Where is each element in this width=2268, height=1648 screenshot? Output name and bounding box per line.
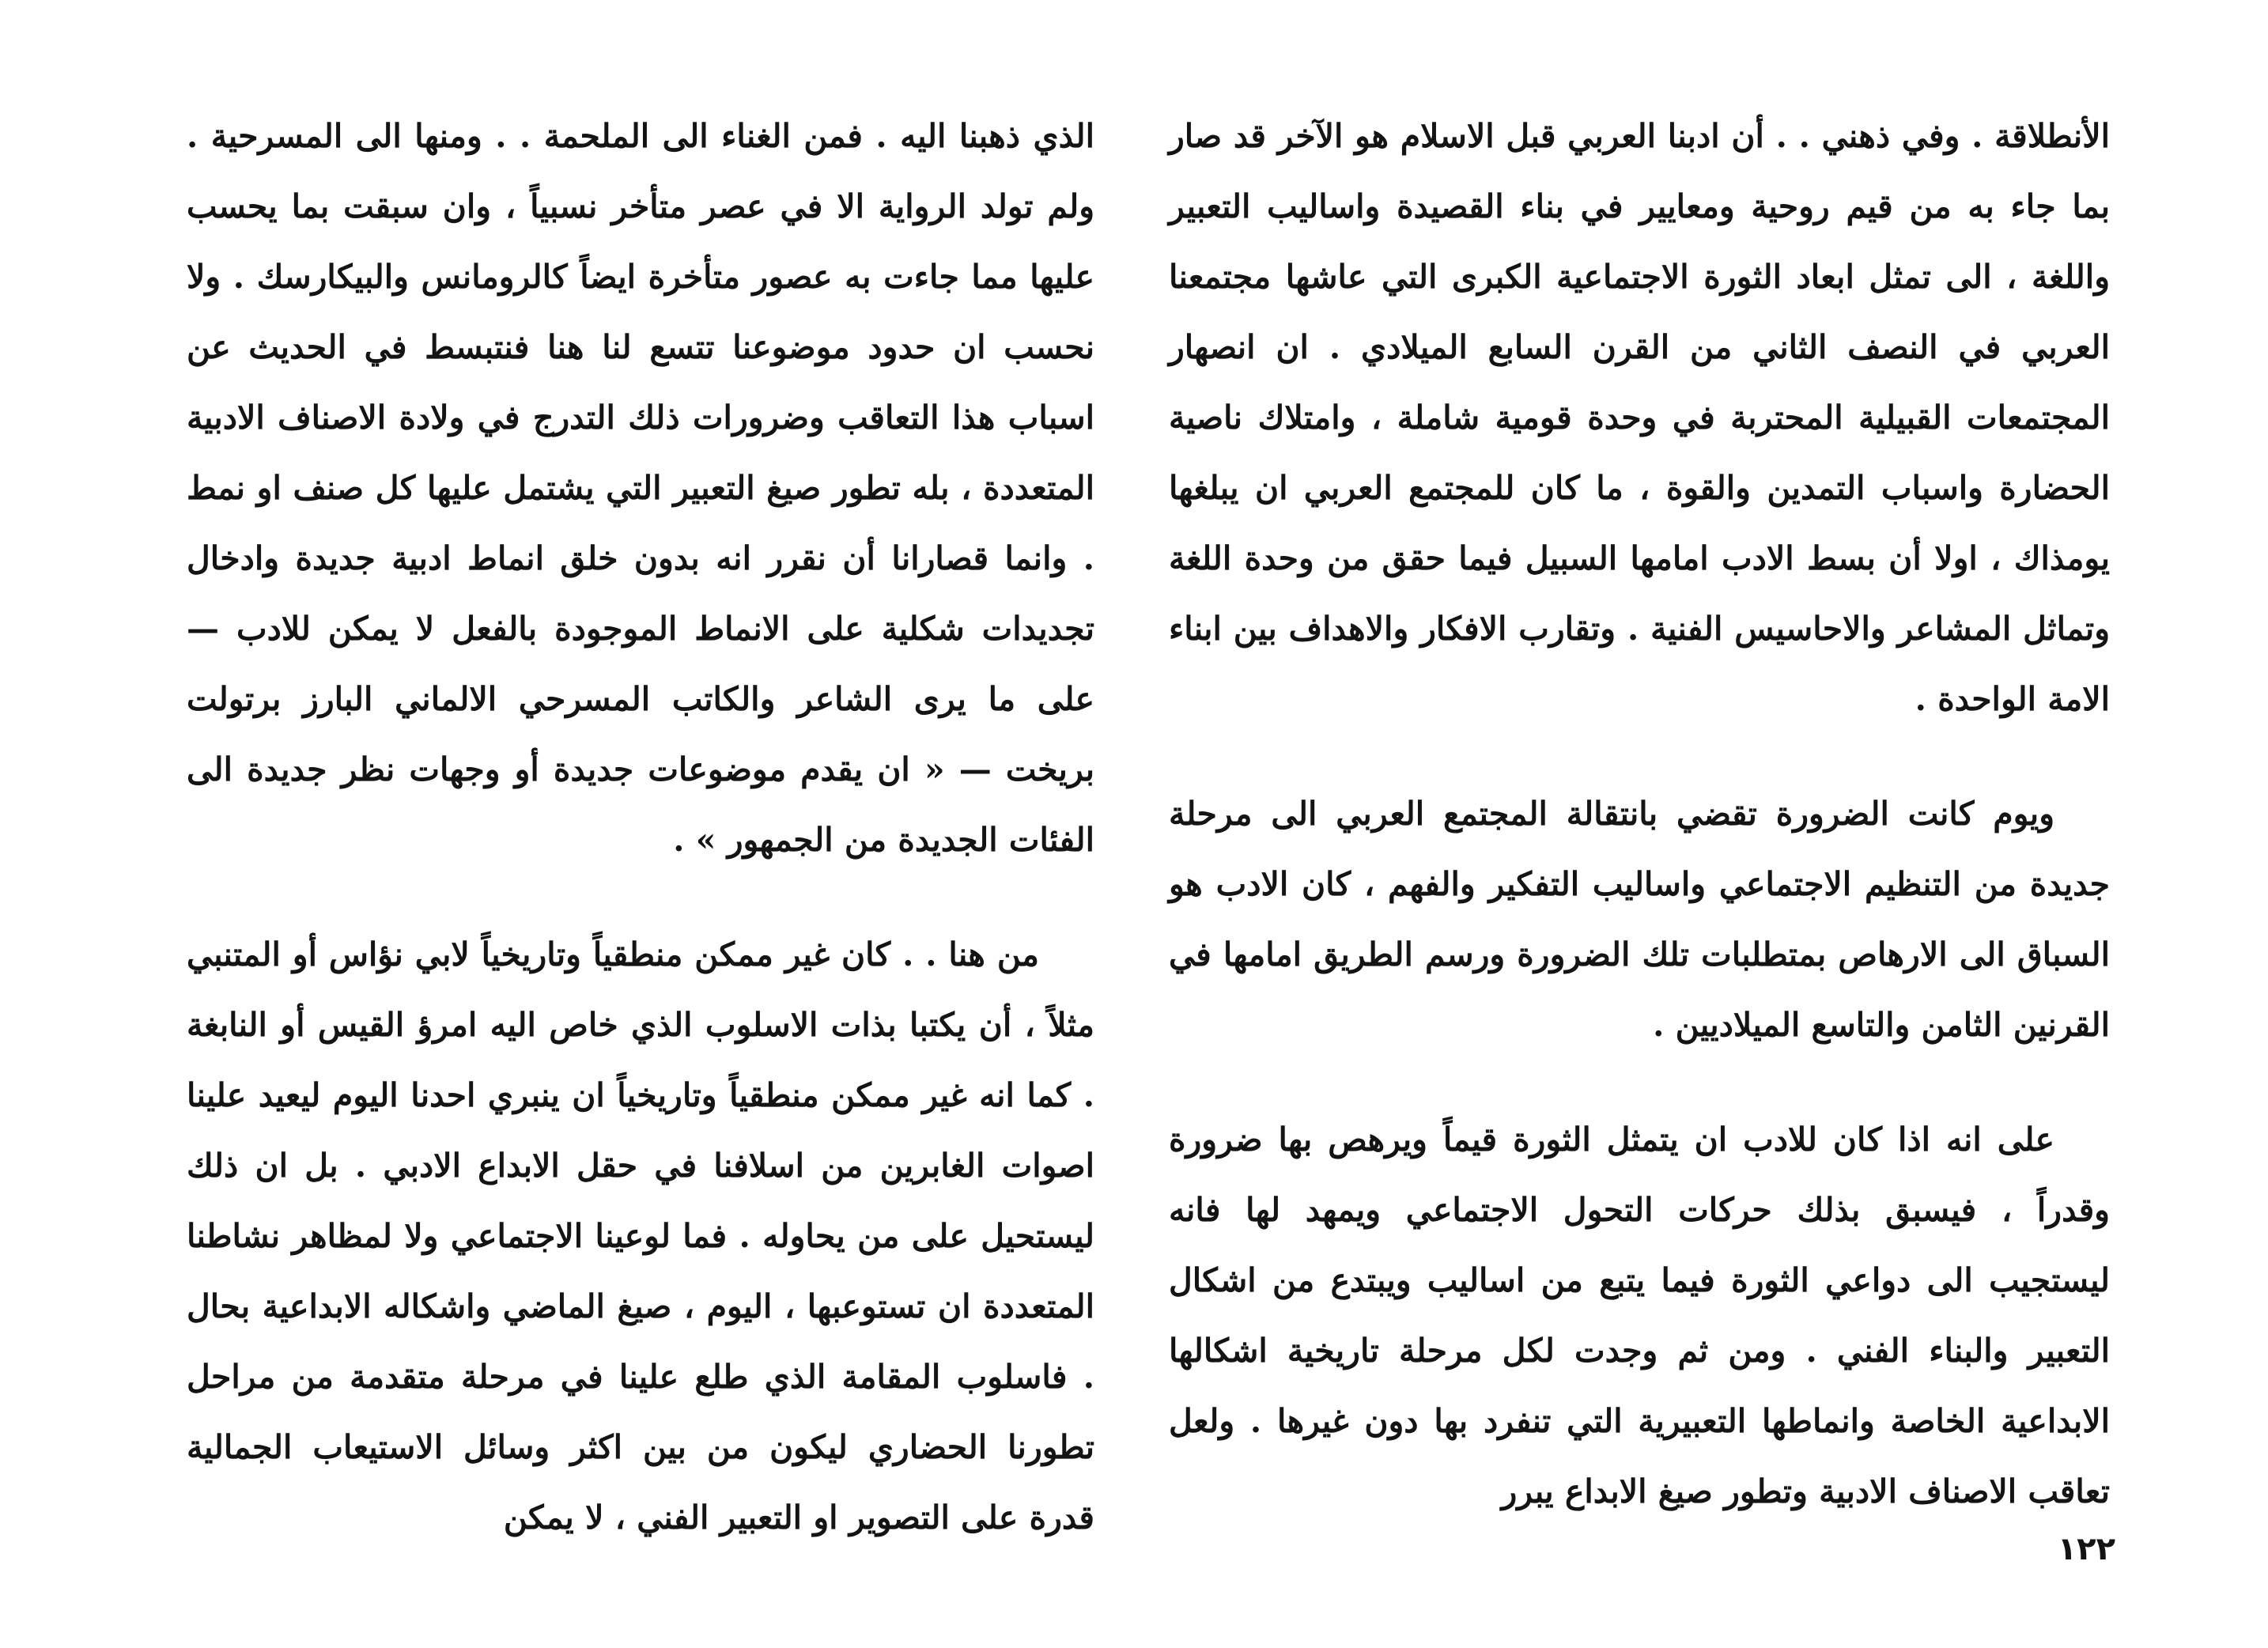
right-text-column [1169, 101, 2110, 1527]
paragraph: الذي ذهبنا اليه . فمن الغناء الى الملحمة . . ومنها الى المسرحية . ولم تولد الرواية الا في عصر متأخر نسبياً ، وان سبقت بما يحسب عليها مما جاءت به عصور متأخرة ايضاً كالرومانس والبيكارسك . ولا نحسب ان حدود موضوعنا تتسع لنا هنا فنتبسط في الحديث عن اسباب هذا التعاقب وضرورات ذلك التدرج في ولادة الاصناف الادبية المتعددة ، بله تطور صيغ التعبير التي يشتمل عليها كل صنف او نمط . وانما قصارانا أن نقرر انه بدون خلق انماط ادبية جديدة وادخال تجديدات شكلية على الانماط الموجودة بالفعل لا يمكن للادب — على ما يرى الشاعر والكاتب المسرحي الالماني البارز برتولت بريخت — « ان يقدم موضوعات جديدة أو وجهات نظر جديدة الى الفئات الجديدة من الجمهور » . [187, 117, 1094, 859]
paragraph-gap [187, 875, 1094, 920]
paragraph: من هنا . . كان غير ممكن منطقياً وتاريخياً لابي نؤاس أو المتنبي مثلاً ، أن يكتبا بذات الاسلوب الذي خاص اليه امرؤ القيس أو النابغة . كما انه غير ممكن منطقياً وتاريخياً ان ينبري احدنا اليوم ليعيد علينا اصوات الغابرين من اسلافنا في حقل الابداع الادبي . بل ان ذلك ليستحيل على من يحاوله . فما لوعينا الاجتماعي ولا لمظاهر نشاطنا المتعددة ان تستوعبها ، اليوم ، صيغ الماضي واشكاله الابداعية بحال . فاسلوب المقامة الذي طلع علينا في مرحلة متقدمة من مراحل تطورنا الحضاري ليكون من بين اكثر وسائل الاستيعاب الجمالية قدرة على التصوير او التعبير الفني ، لا يمكن [187, 936, 1094, 1536]
paragraph: على انه اذا كان للادب ان يتمثل الثورة قيماً ويرهص بها ضرورة وقدراً ، فيسبق بذلك حركات التحول الاجتماعي ويمهد لها فانه ليستجيب الى دواعي الثورة فيما يتبع من اساليب ويبتدع من اشكال التعبير والبناء الفني . ومن ثم وجدت لكل مرحلة تاريخية اشكالها الابداعية الخاصة وانماطها التعبيرية التي تنفرد بها دون غيرها . ولعل تعاقب الاصناف الادبية وتطور صيغ الابداع يبرر [1169, 1121, 2110, 1510]
paragraph-gap [1169, 1060, 2110, 1105]
paragraph: الأنطلاقة . وفي ذهني . . أن ادبنا العربي قبل الاسلام هو الآخر قد صار بما جاء به من قيم روحية ومعايير في بناء القصيدة واساليب التعبير واللغة ، الى تمثل ابعاد الثورة الاجتماعية الكبرى التي عاشها مجتمعنا العربي في النصف الثاني من القرن السابع الميلادي . ان انصهار المجتمعات القبيلية المحتربة في وحدة قومية شاملة ، وامتلاك ناصية الحضارة واسباب التمدين والقوة ، ما كان للمجتمع العربي ان يبلغها يومذاك ، اولا أن بسط الادب امامها السبيل فيما حقق من وحدة اللغة وتماثل المشاعر والاحاسيس الفنية . وتقارب الافكار والاهداف بين ابناء الامة الواحدة . [1169, 117, 2110, 718]
paragraph: ويوم كانت الضرورة تقضي بانتقالة المجتمع العربي الى مرحلة جديدة من التنظيم الاجتماعي واساليب التفكير والفهم ، كان الادب هو السباق الى الارهاص بمتطلبات تلك الضرورة ورسم الطريق امامها في القرنين الثامن والتاسع الميلاديين . [1169, 795, 2110, 1044]
paragraph-gap [1169, 735, 2110, 779]
page-number: ١٢٢ [2057, 1531, 2115, 1567]
left-text-column [187, 101, 1094, 1553]
